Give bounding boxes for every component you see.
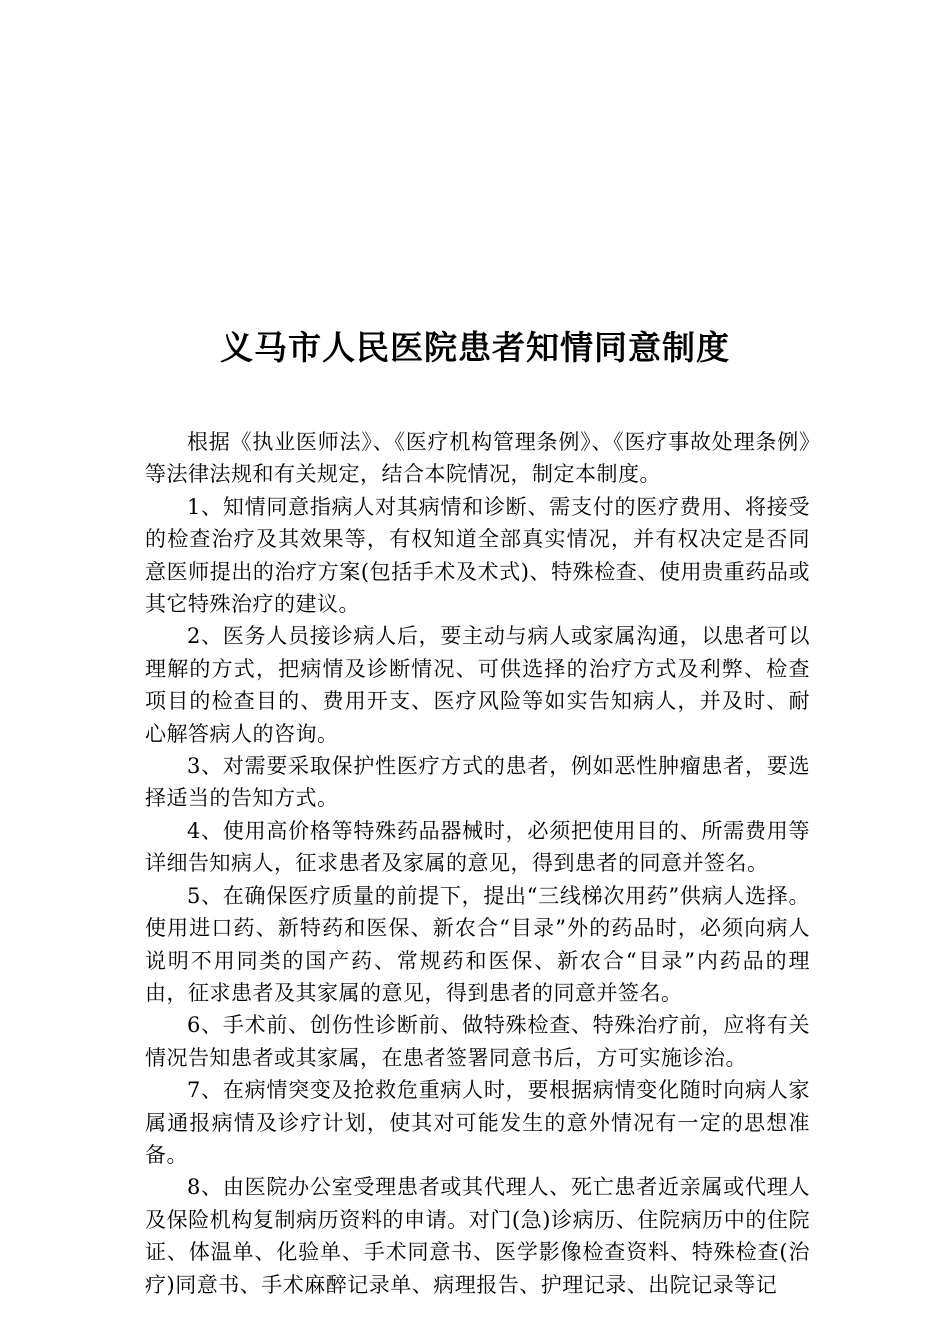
intro-paragraph: 根据《执业医师法》、《医疗机构管理条例》、《医疗事故处理条例》等法律法规和有关规定，结合本院情况，制定本制度。 xyxy=(145,430,810,487)
clause-6-paragraph: 6、手术前、创伤性诊断前、做特殊检查、特殊治疗前，应将有关情况告知患者或其家属，在患者签署同意书后，方可实施诊治。 xyxy=(145,1013,810,1070)
clause-8-paragraph: 8、由医院办公室受理患者或其代理人、死亡患者近亲属或代理人及保险机构复制病历资料的申请。对门(急)诊病历、住院病历中的住院证、体温单、化验单、手术同意书、医学影像检查资料、特殊检查(治疗)同意书、手术麻醉记录单、病理报告、护理记录、出院记录等记 xyxy=(145,1175,810,1297)
clause-5-paragraph: 5、在确保医疗质量的前提下，提出“三线梯次用药”供病人选择。使用进口药、新特药和医保、新农合“目录”外的药品时，必须向病人说明不用同类的国产药、常规药和医保、新农合“目录”内药品的理由，征求患者及其家属的意见，得到患者的同意并签名。 xyxy=(145,883,810,1005)
clause-7-paragraph: 7、在病情突变及抢救危重病人时，要根据病情变化随时向病人家属通报病情及诊疗计划，使其对可能发生的意外情况有一定的思想准备。 xyxy=(145,1078,810,1167)
document-title: 义马市人民医院患者知情同意制度 xyxy=(220,328,730,367)
clause-2-paragraph: 2、医务人员接诊病人后，要主动与病人或家属沟通，以患者可以理解的方式，把病情及诊断情况、可供选择的治疗方式及利弊、检查项目的检查目的、费用开支、医疗风险等如实告知病人，并及时、耐心解答病人的咨询。 xyxy=(145,624,810,746)
clause-4-paragraph: 4、使用高价格等特殊药品器械时，必须把使用目的、所需费用等详细告知病人，征求患者及家属的意见，得到患者的同意并签名。 xyxy=(145,818,810,876)
document-body xyxy=(145,426,810,1301)
clause-1-paragraph: 1、知情同意指病人对其病情和诊断、需支付的医疗费用、将接受的检查治疗及其效果等，有权知道全部真实情况，并有权决定是否同意医师提出的治疗方案(包括手术及术式)、特殊检查、使用贵重药品或其它特殊治疗的建议。 xyxy=(145,494,810,617)
clause-3-paragraph: 3、对需要采取保护性医疗方式的患者，例如恶性肿瘤患者，要选择适当的告知方式。 xyxy=(145,754,810,811)
